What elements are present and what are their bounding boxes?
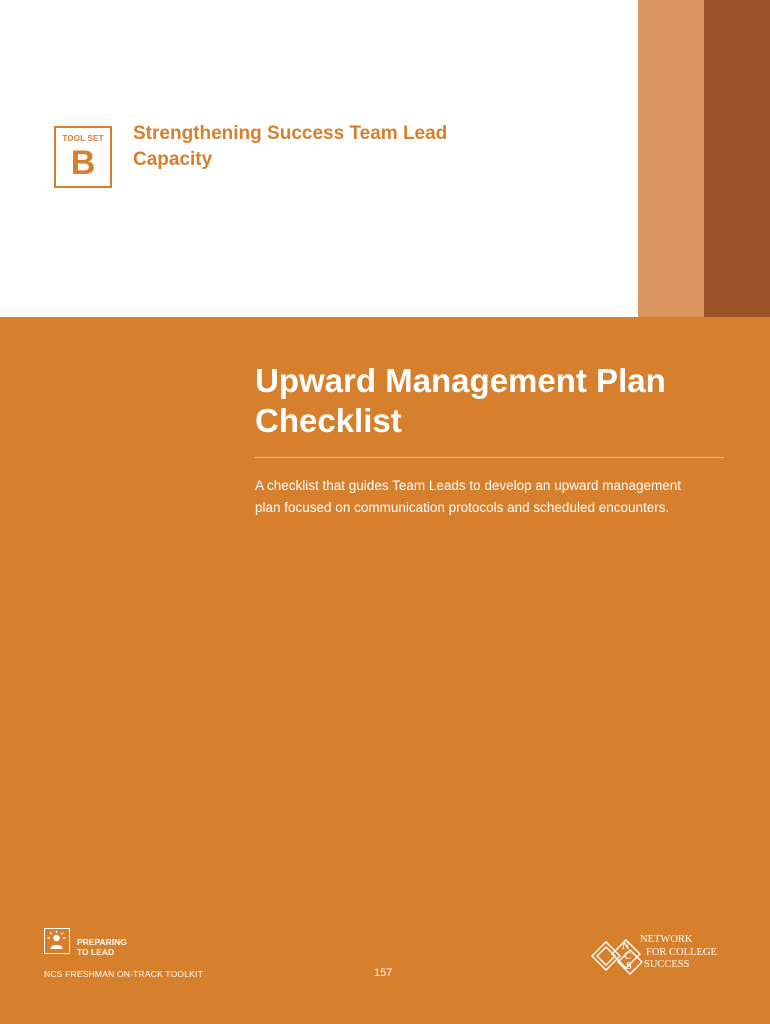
decorative-stripe-dark [704,0,770,317]
ncs-logo-icon [588,932,644,978]
ncs-line-2: FOR COLLEGE [646,946,717,958]
svg-text:S: S [626,961,632,972]
preparing-to-lead-text: PREPARING TO LEAD [77,937,127,957]
decorative-stripe-light [638,0,704,317]
svg-text:C: C [624,951,632,962]
toolset-title: Strengthening Success Team Lead Capacity [133,123,448,170]
toolset-letter: B [70,144,96,182]
toolset-badge [54,126,112,188]
page-title: Upward Management Plan Checklist [255,362,666,439]
page-description: A checklist that guides Team Leads to develop an upward management plan focused on communication protocols and scheduled encounters. [255,478,682,515]
toolset-label: TOOL SET [62,134,104,143]
preparing-to-lead-badge [44,928,184,960]
title-divider [255,457,724,458]
ncs-line-3: SUCCESS [644,959,690,970]
ncs-line-1: NETWORK [640,934,693,945]
page-number: 157 [374,967,393,979]
main-panel [0,317,770,1024]
svg-text:N: N [622,941,630,952]
preparing-to-lead-icon [44,928,70,954]
footer-toolkit-name: NCS FRESHMAN ON-TRACK TOOLKIT [44,969,203,979]
ncs-org-name [640,934,717,972]
